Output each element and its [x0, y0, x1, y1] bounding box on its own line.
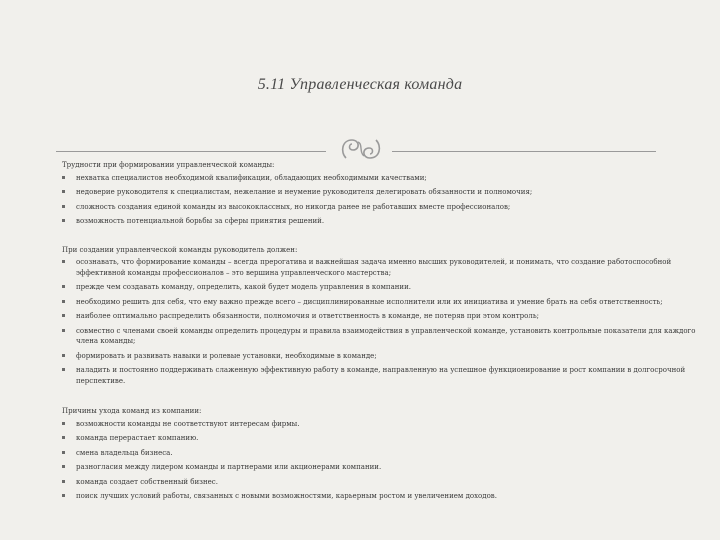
list-item: поиск лучших условий работы, связанных с новыми возможностями, карьерным ростом и увеличением доходов.: [62, 491, 702, 502]
bullet-icon: [62, 219, 65, 222]
bullet-icon: [62, 354, 65, 357]
list-item: нехватка специалистов необходимой квалификации, обладающих необходимыми качествами;: [62, 173, 702, 184]
bullet-icon: [62, 300, 65, 303]
list-item: сложность создания единой команды из высококлассных, но никогда ранее не работавших вместе профессионалов;: [62, 202, 702, 213]
bullet-icon: [62, 260, 65, 263]
section-heading-leader-duties: При создании управленческой команды руководитель должен:: [62, 245, 298, 254]
departure-reasons-list: [62, 419, 702, 502]
bullet-icon: [62, 436, 65, 439]
bullet-icon: [62, 314, 65, 317]
list-item: наладить и постоянно поддерживать слаженную эффективную работу в команде, направленную на успешное функционирование и рост компании в долгосрочной перспективе.: [62, 365, 702, 386]
bullet-icon: [62, 451, 65, 454]
list-item: осознавать, что формирование команды – всегда прерогатива и важнейшая задача именно высших руководителей, и понимать, что создание работоспособной эффективной команды профессионалов – это вершина управленческого мастерства;: [62, 257, 702, 278]
list-item: разногласия между лидером команды и партнерами или акционерами компании.: [62, 462, 702, 473]
bullet-icon: [62, 480, 65, 483]
list-item: возможность потенциальной борьбы за сферы принятия решений.: [62, 216, 702, 227]
list-item: команда создает собственный бизнес.: [62, 477, 702, 488]
bullet-icon: [62, 329, 65, 332]
list-item: формировать и развивать навыки и ролевые установки, необходимые в команде;: [62, 351, 702, 362]
list-item: необходимо решить для себя, что ему важно прежде всего – дисциплинированные исполнители или их инициатива и умение брать на себя ответственность;: [62, 297, 702, 308]
title-divider-right: [392, 151, 656, 152]
list-item: недоверие руководителя к специалистам, нежелание и неумение руководителя делегировать обязанности и полномочия;: [62, 187, 702, 198]
list-item: возможности команды не соответствуют интересам фирмы.: [62, 419, 702, 430]
bullet-icon: [62, 494, 65, 497]
bullet-icon: [62, 465, 65, 468]
list-item: наиболее оптимально распределить обязанности, полномочия и ответственность в команде, не потеряв при этом контроль;: [62, 311, 702, 322]
list-item: совместно с членами своей команды определить процедуры и правила взаимодействия в управленческой команде, установить контрольные показатели для каждого члена команды;: [62, 326, 702, 347]
slide-title: 5.11 Управленческая команда: [257, 76, 463, 93]
bullet-icon: [62, 190, 65, 193]
list-item: команда перерастает компанию.: [62, 433, 702, 444]
slide-body: [62, 160, 702, 506]
bullet-icon: [62, 285, 65, 288]
section-heading-difficulties: Трудности при формировании управленческой команды:: [62, 161, 275, 169]
bullet-icon: [62, 176, 65, 179]
bullet-icon: [62, 368, 65, 371]
bullet-icon: [62, 422, 65, 425]
bullet-icon: [62, 205, 65, 208]
title-divider-left: [56, 151, 326, 152]
leader-duties-list: [62, 257, 702, 386]
list-item: смена владельца бизнеса.: [62, 448, 702, 459]
section-heading-departure-reasons: Причины ухода команд из компании:: [62, 407, 202, 415]
list-item: прежде чем создавать команду, определить, какой будет модель управления в компании.: [62, 282, 702, 293]
difficulties-list: [62, 173, 702, 227]
